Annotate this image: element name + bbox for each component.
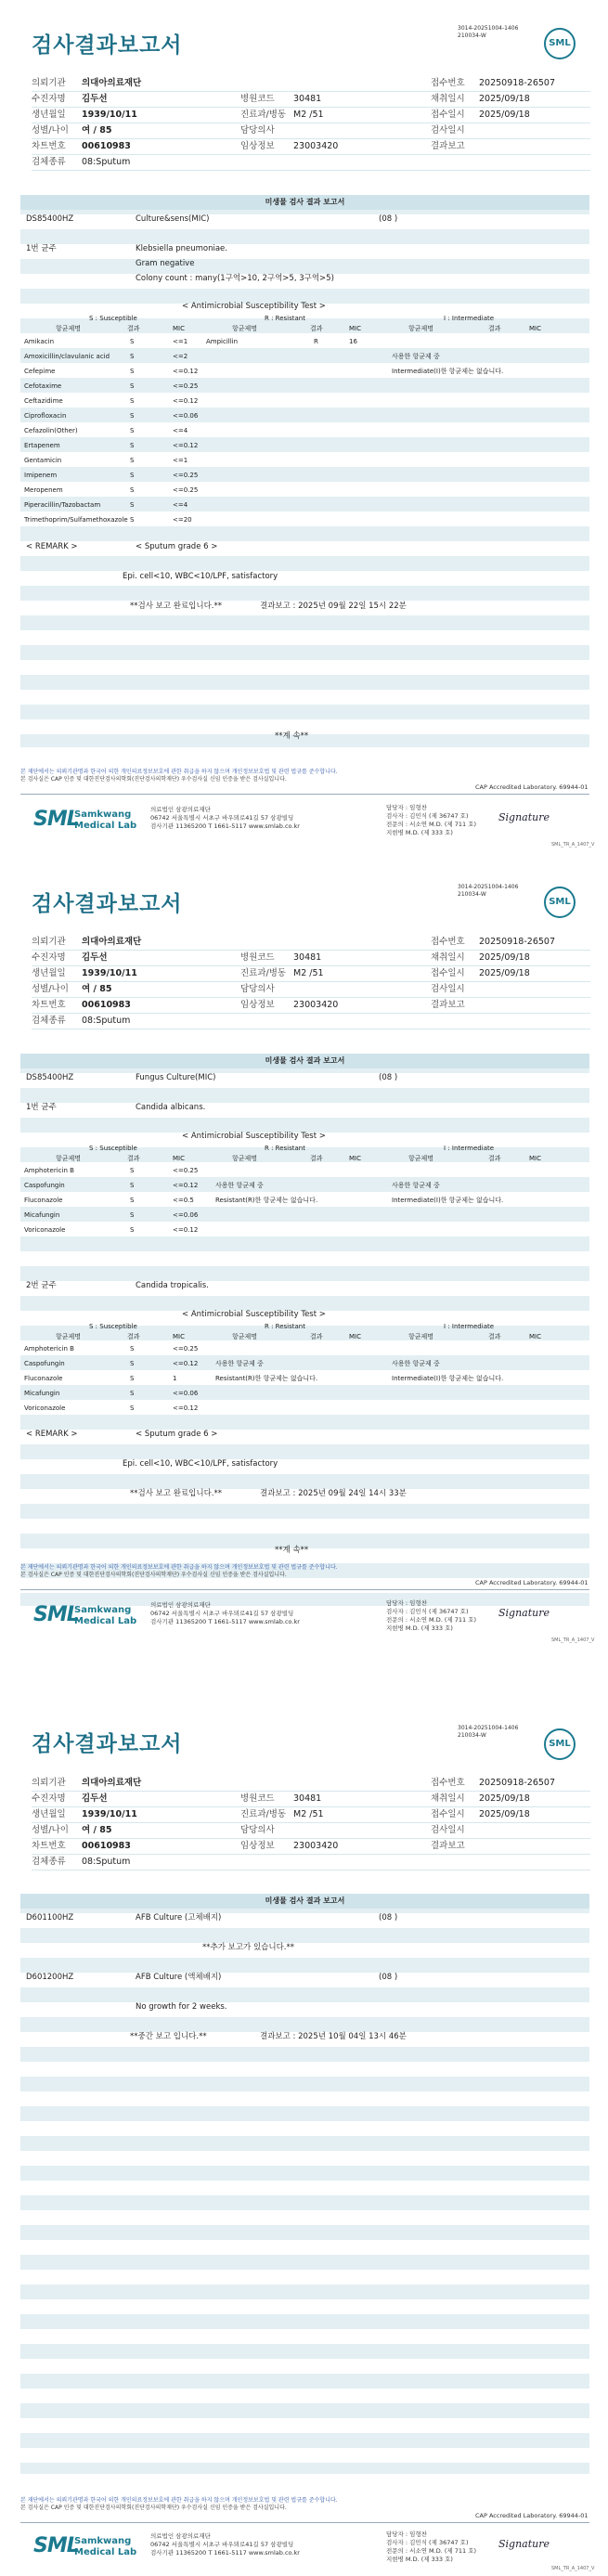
epithelial-cell-result: Epi. cell<10, WBC<10/LPF, satisfactory — [123, 572, 278, 581]
continued-label: **계 속** — [275, 1546, 309, 1555]
table-row: Ciprofloxacin S <=0.06 — [24, 412, 199, 420]
cap-accreditation: CAP Accredited Laboratory. 69944-01 — [475, 1579, 589, 1586]
col-header-result: 결과 — [310, 325, 323, 332]
sml-logo: SML — [33, 2534, 79, 2557]
col-header-drug: 항균제명 — [408, 1333, 434, 1340]
legend-susceptible: S : Susceptible — [89, 1323, 137, 1330]
col-header-result: 결과 — [127, 1333, 140, 1340]
sml-logo-icon: SML — [544, 28, 576, 59]
lab-address: 의료법인 삼광의료재단 06742 서울특별시 서초구 바우뫼로41길 57 삼광빌딩 검사기관 11365200 T 1661-5117 www.smlab.co.kr — [150, 806, 300, 830]
table-row: Imipenem S <=0.25 — [24, 472, 199, 479]
brand-name: Samkwang Medical Lab — [74, 809, 137, 831]
report-page-1 — [0, 0, 608, 859]
sml-logo-icon: SML — [544, 1728, 576, 1760]
lab-address: 의료법인 삼광의료재단 06742 서울특별시 서초구 바우뫼로41길 57 삼광빌딩 검사기관 11365200 T 1661-5117 www.smlab.co.kr — [150, 1601, 300, 1625]
section-header: 미생물 검사 결과 보고서 — [20, 1054, 589, 1068]
ast-heading: < Antimicrobial Susceptibility Test > — [182, 1132, 326, 1141]
signatories: 담당자 : 임형찬 검사자 : 김민식 (제 36747 호) 전문의 : 서소연 M.D. (제 711 호) 지현병 M.D. (제 333 호) — [386, 1599, 477, 1632]
col-header-mic: MIC — [529, 325, 541, 332]
col-header-result: 결과 — [488, 1333, 501, 1340]
table-row: Trimethoprim/Sulfamethoxazole S <=20 — [24, 516, 192, 524]
test-code: D601100HZ — [26, 1913, 74, 1922]
test-name: Fungus Culture(MIC) — [136, 1073, 216, 1082]
col-header-drug: 항균제명 — [408, 1155, 434, 1162]
table-row: Gentamicin S <=1 — [24, 457, 188, 464]
col-header-result: 결과 — [127, 1155, 140, 1162]
document-code: 3014-20251004-1406 210034-W — [458, 25, 519, 39]
signatories: 담당자 : 임형찬 검사자 : 김민식 (제 36747 호) 전문의 : 서소연 M.D. (제 711 호) 지현병 M.D. (제 333 호) — [386, 804, 477, 836]
col-header-result: 결과 — [310, 1333, 323, 1340]
page-code: SML_TR_A_1407_V — [551, 1638, 595, 1643]
col-header-mic: MIC — [349, 1333, 361, 1340]
table-row: Piperacillin/Tazobactam S <=4 — [24, 501, 188, 509]
col-header-mic: MIC — [173, 325, 185, 332]
page-code: SML_TR_A_1407_V — [551, 2566, 595, 2571]
cap-accreditation: CAP Accredited Laboratory. 69944-01 — [475, 783, 589, 791]
gram-stain: Gram negative — [136, 259, 195, 268]
legend-intermediate: I : Intermediate — [444, 1145, 495, 1152]
legend-resistant: R : Resistant — [265, 1145, 305, 1152]
report-time: 결과보고 : 2025년 09월 22일 15시 22분 — [260, 602, 407, 611]
test-name: AFB Culture (액체배지) — [136, 1973, 222, 1982]
legend-resistant: R : Resistant — [265, 1323, 305, 1330]
test-specimen: (08 ) — [379, 214, 398, 224]
table-row: Amphotericin B S <=0.25 — [24, 1167, 199, 1174]
col-header-drug: 항균제명 — [408, 325, 434, 332]
signature-image: Signature — [498, 811, 550, 823]
col-header-result: 결과 — [310, 1155, 323, 1162]
isolate-label: 1번 균주 — [26, 244, 57, 253]
col-header-result: 결과 — [488, 1155, 501, 1162]
col-header-mic: MIC — [529, 1333, 541, 1340]
test-code: DS85400HZ — [26, 1073, 74, 1082]
test-specimen: (08 ) — [379, 1913, 398, 1922]
report-page-2 — [0, 859, 608, 1717]
page-title: 검사결과보고서 — [32, 892, 183, 916]
organism-name: Candida albicans. — [136, 1103, 206, 1112]
page-code: SML_TR_A_1407_V — [551, 842, 595, 848]
report-status: **검사 보고 완료입니다.** — [130, 1489, 223, 1498]
patient-info: 의뢰기관 의대아의료재단 접수번호 20250918-26507 수진자명 김두선 병원코드 30481 채취일시 2025/09/18 생년월일 1939/10/11 진료과/병동 M2 /51 접수일시 2025/09/18 성별/나이 여 / 85 담당의사 검사일시 차트번호 00610983 임상정보 23003420 결과보고 검체종류 08:Sputum — [32, 76, 590, 171]
isolate-label: 1번 균주 — [26, 1103, 57, 1112]
col-header-result: 결과 — [488, 325, 501, 332]
sml-logo-icon: SML — [544, 887, 576, 918]
page-title: 검사결과보고서 — [32, 33, 183, 58]
col-header-mic: MIC — [173, 1155, 185, 1162]
isolate-label: 2번 균주 — [26, 1281, 57, 1290]
report-status: **검사 보고 완료입니다.** — [130, 602, 223, 611]
table-row: Voriconazole S <=0.12 — [24, 1226, 199, 1234]
report-status: **중간 보고 입니다.** — [130, 2032, 207, 2041]
table-row: Caspofungin S <=0.12 사용한 항균제 중 사용한 항균제 중 — [24, 1360, 440, 1367]
table-row: Voriconazole S <=0.12 — [24, 1405, 199, 1412]
legend-intermediate: I : Intermediate — [444, 315, 495, 322]
col-header-mic: MIC — [173, 1333, 185, 1340]
sml-logo: SML — [33, 1603, 79, 1626]
continued-label: **계 속** — [275, 731, 309, 741]
col-header-drug: 항균제명 — [56, 1155, 82, 1162]
legend-resistant: R : Resistant — [265, 315, 305, 322]
table-row: Ertapenem S <=0.12 — [24, 442, 199, 449]
table-row: Meropenem S <=0.25 — [24, 486, 199, 494]
legend-susceptible: S : Susceptible — [89, 315, 137, 322]
pending-note: **추가 보고가 있습니다.** — [202, 1943, 295, 1952]
result-background — [20, 1898, 589, 2474]
ast-heading: < Antimicrobial Susceptibility Test > — [182, 302, 326, 311]
col-header-drug: 항균제명 — [232, 325, 258, 332]
page-title: 검사결과보고서 — [32, 1732, 183, 1756]
table-row: Micafungin S <=0.06 — [24, 1211, 199, 1219]
col-header-mic: MIC — [349, 1155, 361, 1162]
document-code: 3014-20251004-1406 210034-W — [458, 884, 519, 898]
table-row: Cefazolin(Other) S <=4 — [24, 427, 188, 434]
footer-notice: 본 재단에서는 의뢰기관명과 한국어 의한 개인의료정보보호에 관한 취급을 하지 않으며 개인정보보호법 및 관련 법규를 준수합니다. — [20, 769, 338, 775]
report-time: 결과보고 : 2025년 09월 24일 14시 33분 — [260, 1489, 407, 1498]
patient-info: 의뢰기관 의대아의료재단 접수번호 20250918-26507 수진자명 김두선 병원코드 30481 채취일시 2025/09/18 생년월일 1939/10/11 진료과/병동 M2 /51 접수일시 2025/09/18 성별/나이 여 / 85 담당의사 검사일시 차트번호 00610983 임상정보 23003420 결과보고 검체종류 08:Sputum — [32, 935, 590, 1029]
footer-notice: 본 재단에서는 의뢰기관명과 한국어 의한 개인의료정보보호에 관한 취급을 하지 않으며 개인정보보호법 및 관련 법규를 준수합니다. — [20, 1564, 338, 1571]
table-row: Fluconazole S 1 Resistant(R)한 항균제는 없습니다. Intermediate(I)한 항균제는 없습니다. — [24, 1375, 504, 1382]
signatories: 담당자 : 임형찬 검사자 : 김민식 (제 36747 호) 전문의 : 서소연 M.D. (제 711 호) 지현병 M.D. (제 333 호) — [386, 2531, 477, 2563]
patient-info: 의뢰기관 의대아의료재단 접수번호 20250918-26507 수진자명 김두선 병원코드 30481 채취일시 2025/09/18 생년월일 1939/10/11 진료과/병동 M2 /51 접수일시 2025/09/18 성별/나이 여 / 85 담당의사 검사일시 차트번호 00610983 임상정보 23003420 결과보고 검체종류 08:Sputum — [32, 1776, 590, 1871]
table-row: Cefotaxime S <=0.25 — [24, 382, 199, 390]
report-time: 결과보고 : 2025년 10월 04일 13시 46분 — [260, 2032, 407, 2041]
legend-susceptible: S : Susceptible — [89, 1145, 137, 1152]
table-row: Amphotericin B S <=0.25 — [24, 1345, 199, 1353]
test-name: Culture&sens(MIC) — [136, 214, 210, 224]
test-specimen: (08 ) — [379, 1973, 398, 1982]
section-header: 미생물 검사 결과 보고서 — [20, 1894, 589, 1909]
test-name: AFB Culture (고체배지) — [136, 1913, 222, 1922]
table-row: Ceftazidime S <=0.12 — [24, 397, 199, 405]
sml-logo: SML — [33, 808, 79, 831]
table-row: Amoxicillin/clavulanic acid S <=2 사용한 항균제 중 — [24, 353, 440, 360]
lab-address: 의료법인 삼광의료재단 06742 서울특별시 서초구 바우뫼로41길 57 삼광빌딩 검사기관 11365200 T 1661-5117 www.smlab.co.kr — [150, 2532, 300, 2557]
sputum-grade: < Sputum grade 6 > — [136, 1430, 218, 1439]
footer-divider — [20, 1589, 589, 1590]
brand-name: Samkwang Medical Lab — [74, 2536, 137, 2557]
test-specimen: (08 ) — [379, 1073, 398, 1082]
col-header-drug: 항균제명 — [232, 1333, 258, 1340]
culture-result: No growth for 2 weeks. — [136, 2002, 227, 2012]
footer-divider — [20, 2522, 589, 2523]
footer-notice: 본 검사실은 CAP 인증 및 대한진단검사의학회(진단검사의학재단) 우수검사실 신임 인증을 받은 검사실입니다. — [20, 1572, 287, 1578]
test-code: D601200HZ — [26, 1973, 74, 1982]
signature-image: Signature — [498, 1607, 550, 1619]
table-row: Fluconazole S <=0.5 Resistant(R)한 항균제는 없습니다. Intermediate(I)한 항균제는 없습니다. — [24, 1197, 504, 1204]
epithelial-cell-result: Epi. cell<10, WBC<10/LPF, satisfactory — [123, 1459, 278, 1469]
signature-image: Signature — [498, 2538, 550, 2550]
ast-heading: < Antimicrobial Susceptibility Test > — [182, 1310, 326, 1319]
footer-notice: 본 검사실은 CAP 인증 및 대한진단검사의학회(진단검사의학재단) 우수검사실 신임 인증을 받은 검사실입니다. — [20, 2505, 287, 2511]
col-header-result: 결과 — [127, 325, 140, 332]
col-header-mic: MIC — [349, 325, 361, 332]
table-row: Cefepime S <=0.12 Intermediate(I)한 항균제는 없습니다. — [24, 368, 504, 375]
sputum-grade: < Sputum grade 6 > — [136, 542, 218, 551]
footer-divider — [20, 794, 589, 795]
remark-label: < REMARK > — [26, 1430, 78, 1439]
col-header-drug: 항균제명 — [232, 1155, 258, 1162]
organism-name: Candida tropicalis. — [136, 1281, 209, 1290]
footer-notice: 본 검사실은 CAP 인증 및 대한진단검사의학회(진단검사의학재단) 우수검사실 신임 인증을 받은 검사실입니다. — [20, 776, 287, 783]
report-page-3 — [0, 1717, 608, 2576]
table-row: Caspofungin S <=0.12 사용한 항균제 중 사용한 항균제 중 — [24, 1182, 440, 1189]
table-row: Amikacin S <=1 Ampicillin R 16 — [24, 338, 357, 345]
organism-name: Klebsiella pneumoniae. — [136, 244, 227, 253]
footer-notice: 본 재단에서는 의뢰기관명과 한국어 의한 개인의료정보보호에 관한 취급을 하지 않으며 개인정보보호법 및 관련 법규를 준수합니다. — [20, 2497, 338, 2504]
document-code: 3014-20251004-1406 210034-W — [458, 1725, 519, 1739]
test-code: DS85400HZ — [26, 214, 74, 224]
legend-intermediate: I : Intermediate — [444, 1323, 495, 1330]
colony-count: Colony count : many(1구역>10, 2구역>5, 3구역>5) — [136, 274, 334, 283]
col-header-drug: 항균제명 — [56, 1333, 82, 1340]
col-header-mic: MIC — [529, 1155, 541, 1162]
col-header-drug: 항균제명 — [56, 325, 82, 332]
cap-accreditation: CAP Accredited Laboratory. 69944-01 — [475, 2512, 589, 2519]
remark-label: < REMARK > — [26, 542, 78, 551]
section-header: 미생물 검사 결과 보고서 — [20, 195, 589, 210]
brand-name: Samkwang Medical Lab — [74, 1605, 137, 1626]
table-row: Micafungin S <=0.06 — [24, 1390, 199, 1397]
